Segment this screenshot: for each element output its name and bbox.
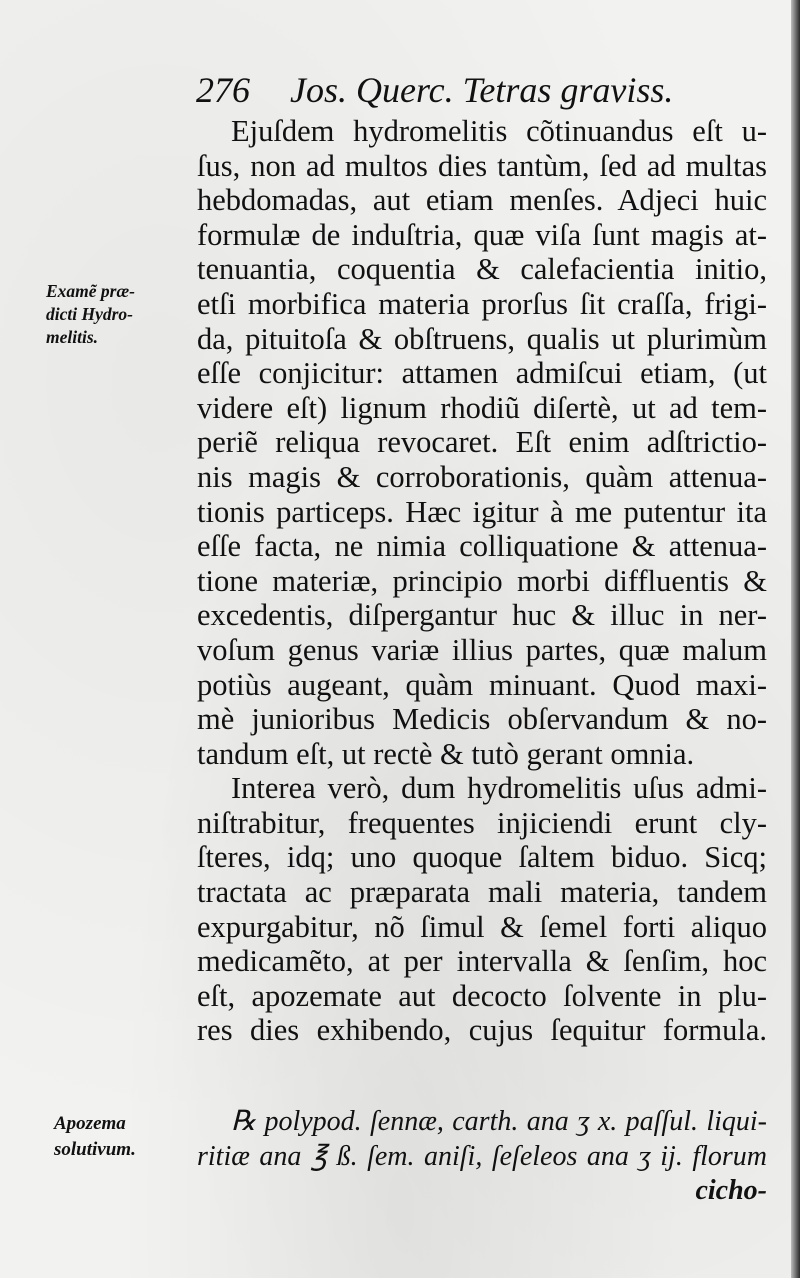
text-line: periẽ reliqua revocaret. Eſt enim adſtrictio- — [197, 425, 767, 460]
running-head — [196, 66, 756, 114]
margin-note-line: Apozema — [54, 1113, 126, 1134]
text-line: formulæ de induſtria, quæ viſa ſunt magis at- — [197, 217, 767, 252]
margin-note-line: melitis. — [46, 327, 99, 347]
text-line: eſſe facta, ne nimia colliquatione & attenua- — [197, 529, 767, 564]
text-line: ſteres, idq; uno quoque ſaltem biduo. Sicq; — [197, 840, 767, 875]
text-line: ſus, non ad multos dies tantùm, ſed ad multas — [197, 148, 767, 183]
text-line: tionis particeps. Hæc igitur à me putentur ita — [197, 494, 767, 529]
text-line: nis magis & corroborationis, quàm attenua- — [197, 459, 767, 494]
body-text — [197, 114, 767, 1048]
text-line: potiùs augeant, quàm minuant. Quod maxi- — [197, 667, 767, 702]
margin-note-apozema — [54, 1111, 136, 1163]
text-line: eſt, apozemate aut decocto ſolvente in plu- — [197, 978, 767, 1013]
recipe-line: ℞ polypod. ſennæ, carth. ana ʒ x. paſſul. liqui- — [231, 1106, 767, 1137]
text-line: eſſe conjicitur: attamen admiſcui etiam, (ut — [197, 356, 767, 391]
text-line: mè junioribus Medicis obſervandum & no- — [197, 702, 767, 737]
running-title: Jos. Querc. Tetras graviss. — [290, 70, 674, 110]
text-line: Interea verò, dum hydromelitis uſus admi- — [231, 771, 767, 806]
recipe-text — [197, 1105, 767, 1209]
text-line: videre eſt) lignum rhodiũ diſertè, ut ad tem- — [197, 390, 767, 425]
text-line: excedentis, diſpergantur huc & illuc in ner- — [197, 598, 767, 633]
margin-note-line: dicti Hydro- — [46, 304, 133, 324]
recipe-line: ritiæ ana ℥ ß. ſem. aniſi, ſeſeleos ana ʒ ij. florum — [197, 1140, 767, 1172]
text-line: hebdomadas, aut etiam menſes. Adjeci huic — [197, 183, 767, 218]
text-line: Ejuſdem hydromelitis cõtinuandus eſt u- — [231, 114, 767, 148]
text-line: voſum genus variæ illius partes, quæ malum — [197, 632, 767, 667]
margin-note-line: solutivum. — [54, 1139, 136, 1160]
margin-note-line: Examẽ præ- — [46, 281, 135, 301]
text-line: tenuantia, coquentia & calefacientia initio, — [197, 252, 767, 287]
text-line: tandum eſt, ut rectè & tutò gerant omnia. — [197, 736, 695, 771]
page-edge-shadow — [791, 0, 800, 1278]
text-line: expurgabitur, nõ ſimul & ſemel forti aliquo — [197, 909, 767, 944]
catchword: cicho- — [695, 1175, 767, 1207]
margin-note-examen — [46, 280, 135, 349]
text-line: tione materiæ, principio morbi diffluentis & — [197, 563, 767, 598]
text-line: da, pituitoſa & obſtruens, qualis ut plurimùm — [197, 321, 767, 356]
text-line: tractata ac præparata mali materia, tandem — [197, 875, 767, 910]
text-line: etſi morbifica materia prorſus ſit craſſa, frigi- — [197, 286, 767, 321]
text-line: res dies exhibendo, cujus ſequitur formula. — [197, 1013, 767, 1048]
text-line: niſtrabitur, frequentes injiciendi erunt cly- — [197, 805, 767, 840]
text-line: medicamẽto, at per intervalla & ſenſim, hoc — [197, 944, 767, 979]
page-number: 276 — [196, 70, 250, 110]
